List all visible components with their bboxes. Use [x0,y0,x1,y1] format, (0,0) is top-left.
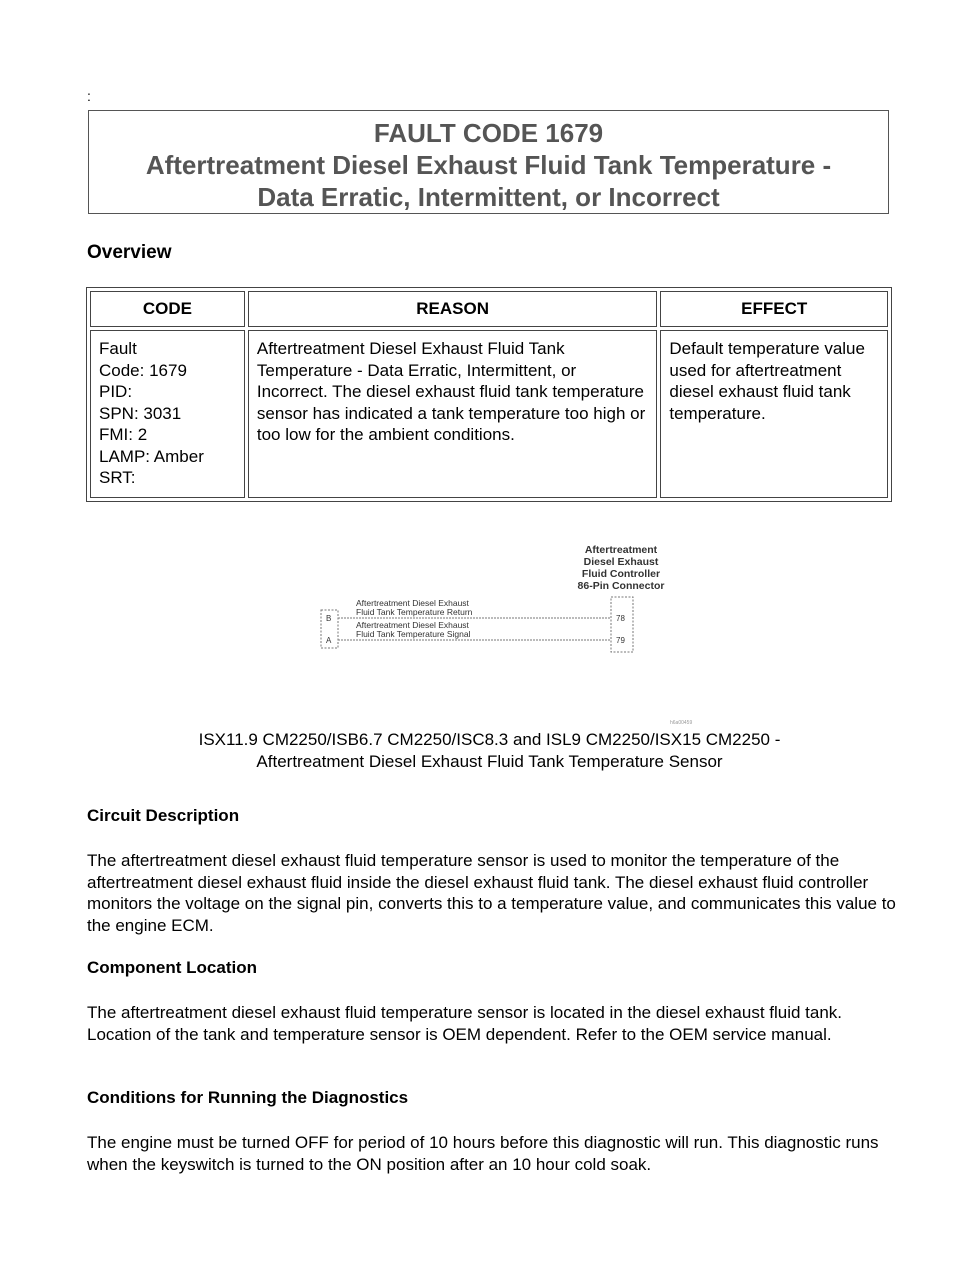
header-reason: REASON [248,291,658,327]
pin-a-label: A [326,636,332,645]
table-header-row [90,291,888,327]
pin-79-label: 79 [616,636,625,645]
component-location-heading: Component Location [87,958,257,977]
circuit-description-heading: Circuit Description [87,806,240,825]
wiring-diagram [318,540,693,726]
code-line: LAMP: Amber [99,446,204,466]
controller-label-line: 86-Pin Connector [577,580,665,592]
overview-heading: Overview [87,242,172,263]
component-location-text: The aftertreatment diesel exhaust fluid temperature sensor is located in the diesel exhaust fluid tank. Location of the tank and temperature sensor is OEM dependent. Refer to the OEM service manual. [87,1003,843,1044]
conditions-heading: Conditions for Running the Diagnostics [87,1088,409,1107]
table-row [90,330,888,498]
header-code: CODE [90,291,245,327]
effect-cell: Default temperature value used for aftertreatment diesel exhaust fluid tank temperature. [660,330,888,498]
header-effect: EFFECT [660,291,888,327]
title-box [88,110,889,214]
signal-wire-label: Fluid Tank Temperature Signal [356,629,471,639]
fault-title-line-2: Aftertreatment Diesel Exhaust Fluid Tank Temperature - [145,150,832,180]
code-line: SPN: 3031 [99,403,182,423]
code-line: Fault [99,339,137,358]
overview-table [86,287,892,502]
fault-title-line-3: Data Erratic, Intermittent, or Incorrect [257,182,720,212]
reason-cell: Aftertreatment Diesel Exhaust Fluid Tank Temperature - Data Erratic, Intermittent, or Incorrect. The diesel exhaust fluid tank temperature sensor has indicated a tank temperature too high or too low for the ambient conditions. [248,330,658,498]
figure-id: h6a00459 [670,720,693,726]
controller-label-line: Fluid Controller [581,568,661,580]
circuit-description-text: The aftertreatment diesel exhaust fluid temperature sensor is used to monitor the temperature of the aftertreatment diesel exhaust fluid inside the diesel exhaust fluid tank. The diesel exhaust fluid controller monitors the voltage on the signal pin, converts this to a temperature value, and communicates this value to the engine ECM. [87,851,896,935]
page-colon: : [87,88,91,104]
return-wire-label: Aftertreatment Diesel Exhaust [356,598,469,608]
code-line: Code: 1679 [99,360,187,380]
code-line: FMI: 2 [99,425,148,444]
pin-78-label: 78 [616,614,625,623]
pin-b-label: B [326,614,332,623]
code-cell [90,330,245,498]
fault-code-title: FAULT CODE 1679 [373,118,604,148]
caption-line-2: Aftertreatment Diesel Exhaust Fluid Tank Temperature Sensor [256,752,723,771]
caption-line-1: ISX11.9 CM2250/ISB6.7 CM2250/ISC8.3 and ISL9 CM2250/ISX15 CM2250 - [198,730,781,749]
code-line: SRT: [99,468,136,487]
controller-label-line: Aftertreatment [584,544,658,556]
figure-caption [100,729,879,773]
signal-wire-label: Aftertreatment Diesel Exhaust [356,620,469,630]
controller-label-line: Diesel Exhaust [583,556,659,568]
return-wire-label: Fluid Tank Temperature Return [356,607,473,617]
code-line: PID: [99,382,133,401]
conditions-text: The engine must be turned OFF for period of 10 hours before this diagnostic will run. This diagnostic runs when the keyswitch is turned to the ON position after an 10 hour cold soak. [87,1133,879,1174]
